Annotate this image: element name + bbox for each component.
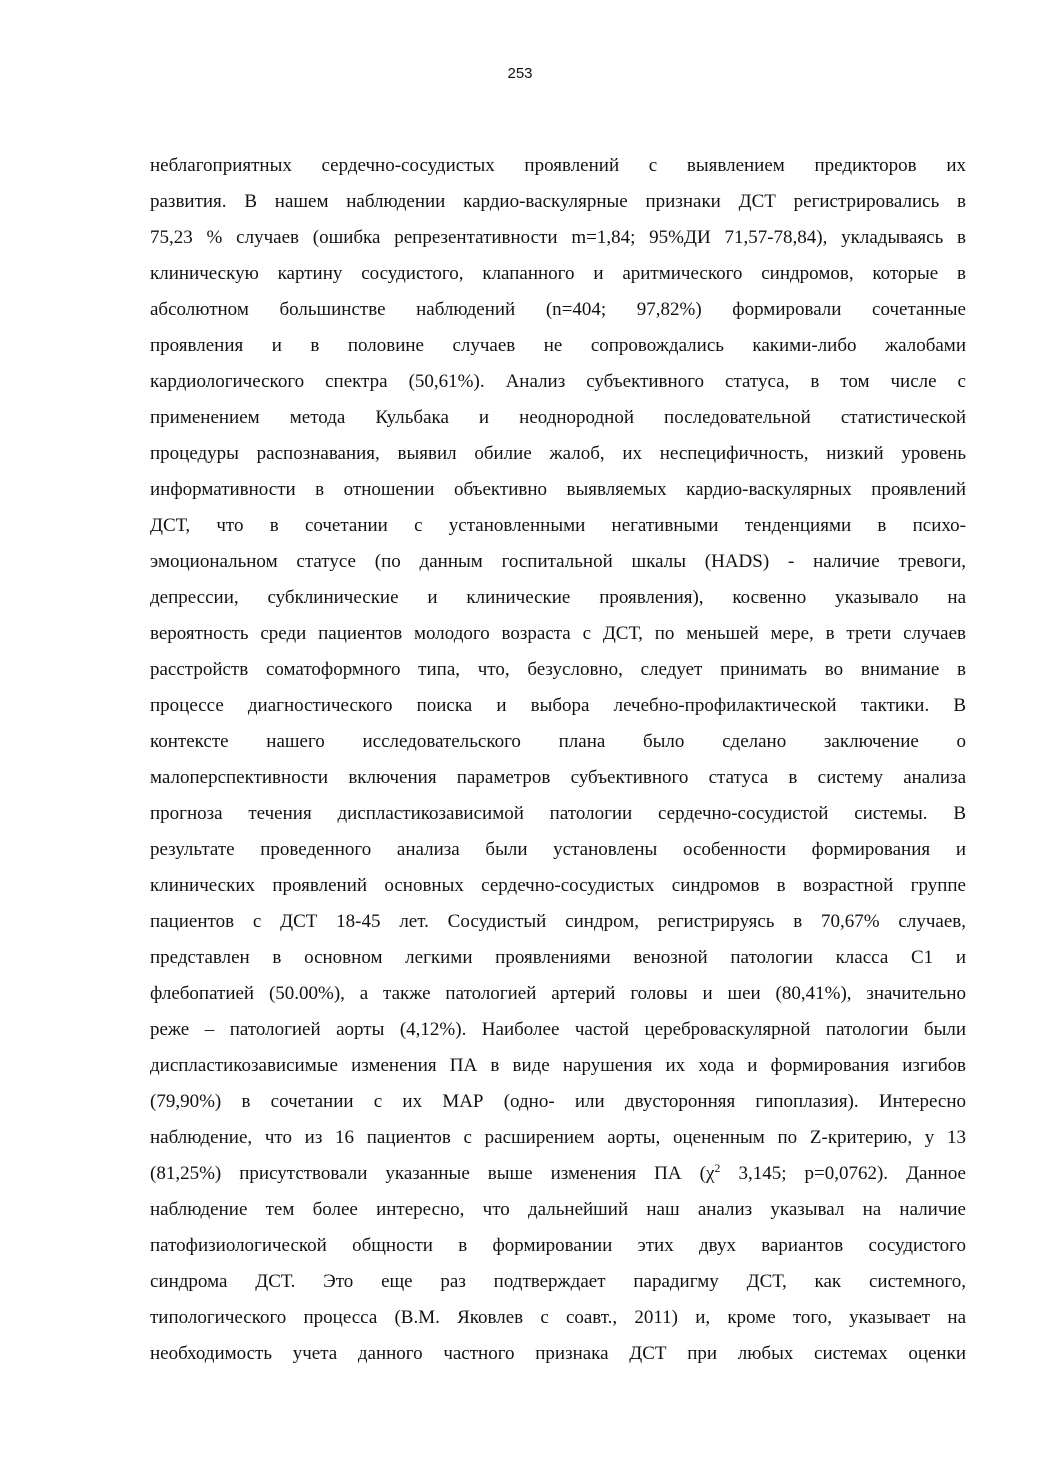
text-line: эмоциональном статусе (по данным госпитальной шкалы (HADS) - наличие тревоги, — [150, 551, 966, 572]
text-line: неблагоприятных сердечно-сосудистых проявлений с выявлением предикторов их — [150, 155, 966, 176]
text-line: 75,23 % случаев (ошибка репрезентативности m=1,84; 95%ДИ 71,57-78,84), укладываясь в — [150, 227, 966, 248]
text-line: ДСТ, что в сочетании с установленными негативными тенденциями в психо- — [150, 515, 966, 536]
text-line: информативности в отношении объективно выявляемых кардио-васкулярных проявлений — [150, 479, 966, 500]
text-line: синдрома ДСТ. Это еще раз подтверждает парадигму ДСТ, как системного, — [150, 1271, 966, 1292]
text-line: вероятность среди пациентов молодого возраста с ДСТ, по меньшей мере, в трети случаев — [150, 623, 966, 644]
text-line: патофизиологической общности в формировании этих двух вариантов сосудистого — [150, 1235, 966, 1256]
text-line: необходимость учета данного частного признака ДСТ при любых системах оценки — [150, 1343, 966, 1364]
text-line: наблюдение тем более интересно, что дальнейший наш анализ указывал на наличие — [150, 1199, 966, 1220]
text-line: типологического процесса (В.М. Яковлев с соавт., 2011) и, кроме того, указывает на — [150, 1307, 966, 1328]
chi-line-before: (81,25%) присутствовали указанные выше изменения ПА (χ — [150, 1163, 715, 1184]
text-line: (79,90%) в сочетании с их МАР (одно- или двусторонняя гипоплазия). Интересно — [150, 1091, 966, 1112]
text-line: проявления и в половине случаев не сопровождались какими-либо жалобами — [150, 335, 966, 356]
text-line: процедуры распознавания, выявил обилие жалоб, их неспецифичность, низкий уровень — [150, 443, 966, 464]
chi-line-after: 3,145; p=0,0762). Данное — [720, 1163, 966, 1184]
text-line: наблюдение, что из 16 пациентов с расширением аорты, оцененным по Z-критерию, у 13 — [150, 1127, 966, 1148]
text-line: клиническую картину сосудистого, клапанного и аритмического синдромов, которые в — [150, 263, 966, 284]
text-line: представлен в основном легкими проявлениями венозной патологии класса С1 и — [150, 947, 966, 968]
chi-superscript: 2 — [714, 1161, 721, 1175]
text-line: результате проведенного анализа были установлены особенности формирования и — [150, 839, 966, 860]
text-line: процессе диагностического поиска и выбора лечебно-профилактической тактики. В — [150, 695, 966, 716]
text-line: применением метода Кульбака и неоднородной последовательной статистической — [150, 407, 966, 428]
text-line: реже – патологией аорты (4,12%). Наиболее частой цереброваскулярной патологии были — [150, 1019, 966, 1040]
text-line: малоперспективности включения параметров субъективного статуса в систему анализа — [150, 767, 966, 788]
body-text — [150, 148, 966, 1372]
text-line: диспластикозависимые изменения ПА в виде нарушения их хода и формирования изгибов — [150, 1055, 966, 1076]
text-line: контексте нашего исследовательского плана было сделано заключение о — [150, 731, 966, 752]
page-number: 253 — [507, 65, 533, 82]
text-line: развития. В нашем наблюдении кардио-васкулярные признаки ДСТ регистрировались в — [150, 191, 966, 212]
text-line: пациентов с ДСТ 18-45 лет. Сосудистый синдром, регистрируясь в 70,67% случаев, — [150, 911, 966, 932]
text-line: флебопатией (50.00%), а также патологией артерий головы и шеи (80,41%), значительно — [150, 983, 966, 1004]
text-line: абсолютном большинстве наблюдений (n=404; 97,82%) формировали сочетанные — [150, 299, 966, 320]
text-line: клинических проявлений основных сердечно-сосудистых синдромов в возрастной группе — [150, 875, 966, 896]
text-line-chi-square — [150, 1156, 966, 1192]
text-line: депрессии, субклинические и клинические проявления), косвенно указывало на — [150, 587, 966, 608]
text-line: прогноза течения диспластикозависимой патологии сердечно-сосудистой системы. В — [150, 803, 966, 824]
text-line: расстройств соматоформного типа, что, безусловно, следует принимать во внимание в — [150, 659, 966, 680]
text-line: кардиологического спектра (50,61%). Анализ субъективного статуса, в том числе с — [150, 371, 966, 392]
